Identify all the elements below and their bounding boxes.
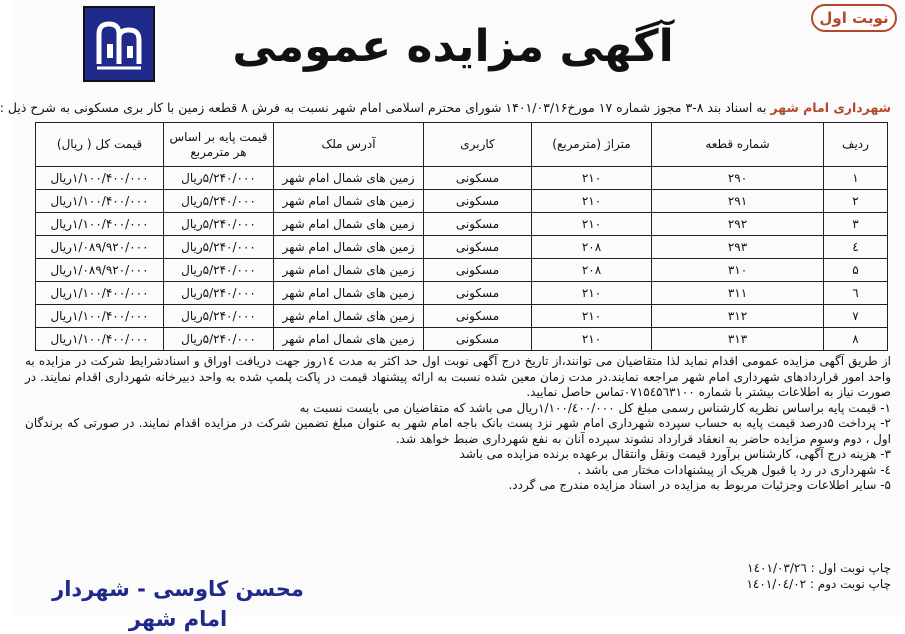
table-row [36, 328, 888, 351]
cell-unit-price: ۵/۲۴۰/۰۰۰ریال [164, 190, 274, 213]
condition-item: ۵- سایر اطلاعات وجزئیات مربوط به مزایده در اسناد مزایده مندرج می گردد. [508, 478, 891, 492]
col-header: شماره قطعه [652, 123, 824, 167]
cell-lot-number: ۲۹۰ [652, 167, 824, 190]
cell-unit-price: ۵/۲۴۰/۰۰۰ریال [164, 236, 274, 259]
cell-unit-price: ۵/۲۴۰/۰۰۰ریال [164, 259, 274, 282]
municipality-emblem-icon [85, 8, 153, 80]
table-row [36, 259, 888, 282]
cell-area: ۲۱۰ [532, 167, 652, 190]
cell-total-price: ۱/۰۸۹/۹۲۰/۰۰۰ریال [36, 259, 164, 282]
lots-table [35, 122, 888, 351]
table-row [36, 236, 888, 259]
cell-lot-number: ۲۹۱ [652, 190, 824, 213]
cell-address: زمین های شمال امام شهر [274, 305, 424, 328]
cell-area: ۲۱۰ [532, 190, 652, 213]
col-header: ردیف [824, 123, 888, 167]
cell-area: ۲۱۰ [532, 282, 652, 305]
table-row [36, 282, 888, 305]
cell-row-number: ۳ [824, 213, 888, 236]
cell-usage: مسکونی [424, 167, 532, 190]
condition-item: ۱- قیمت پایه براساس نظریه کارشناس رسمی مبلغ کل ۱/۱۰۰/٤۰۰/۰۰۰ریال می باشد که متقاضیان می بایست نسبت به [299, 400, 891, 415]
cell-address: زمین های شمال امام شهر [274, 213, 424, 236]
cell-lot-number: ۲۹۲ [652, 213, 824, 236]
cell-address: زمین های شمال امام شهر [274, 190, 424, 213]
signature: محسن کاوسی - شهردار امام شهر [52, 577, 304, 631]
cell-unit-price: ۵/۲۴۰/۰۰۰ریال [164, 282, 274, 305]
col-header: متراژ (مترمربع) [532, 123, 652, 167]
table-header-row [36, 123, 888, 167]
cell-total-price: ۱/۱۰۰/۴۰۰/۰۰۰ریال [36, 282, 164, 305]
cell-lot-number: ۳۱۱ [652, 282, 824, 305]
condition-item: ٤- شهرداری در رد یا قبول هریک از پیشنهادات مختار می باشد . [577, 462, 891, 477]
cell-row-number: ٤ [824, 236, 888, 259]
cell-total-price: ۱/۱۰۰/۴۰۰/۰۰۰ریال [36, 305, 164, 328]
col-header: کاربری [424, 123, 532, 167]
cell-unit-price: ۵/۲۴۰/۰۰۰ریال [164, 167, 274, 190]
intro-line [0, 98, 891, 118]
cell-row-number: ۲ [824, 190, 888, 213]
cell-row-number: ۸ [824, 328, 888, 351]
table-row [36, 190, 888, 213]
cell-area: ۲۱۰ [532, 305, 652, 328]
cell-usage: مسکونی [424, 328, 532, 351]
cell-area: ۲۱۰ [532, 213, 652, 236]
cell-unit-price: ۵/۲۴۰/۰۰۰ریال [164, 305, 274, 328]
print-date-first: چاپ نوبت اول : ۱٤۰۱/۰۳/۲٦ [747, 561, 891, 575]
col-header: قیمت کل ( ریال) [36, 123, 164, 167]
cell-total-price: ۱/۱۰۰/۴۰۰/۰۰۰ریال [36, 328, 164, 351]
cell-usage: مسکونی [424, 190, 532, 213]
cell-total-price: ۱/۱۰۰/۴۰۰/۰۰۰ریال [36, 213, 164, 236]
cell-lot-number: ۳۱۲ [652, 305, 824, 328]
cell-row-number: ۵ [824, 259, 888, 282]
condition-item: ۲- پرداخت ۵درصد قیمت پایه به حساب سپرده شهرداری امام شهر نزد پست بانک باجه امام شهر به عنوان مبلغ تضمین شرکت در مزایده اقدام نمایند. در صورتی که برندگان اول ، دوم وسوم مزایده حاضر به انعقاد قرارداد نشوند سپرده آنان به نفع شهرداری ضبط خواهد شد. [25, 416, 891, 446]
cell-usage: مسکونی [424, 305, 532, 328]
print-date-second: چاپ نوبت دوم : ۱٤۰۱/۰٤/۰۲ [746, 577, 891, 591]
intro-org: شهرداری امام شهر [770, 100, 891, 115]
cell-area: ۲۰۸ [532, 236, 652, 259]
table-row [36, 213, 888, 236]
cell-address: زمین های شمال امام شهر [274, 259, 424, 282]
cell-total-price: ۱/۱۰۰/۴۰۰/۰۰۰ریال [36, 190, 164, 213]
cell-row-number: ٦ [824, 282, 888, 305]
table-row [36, 305, 888, 328]
cell-total-price: ۱/۱۰۰/۴۰۰/۰۰۰ریال [36, 167, 164, 190]
intro-text: به اسناد بند ۸-۳ مجوز شماره ۱۷ مورخ۱۴۰۱/۰۳/۱۶ شورای محترم اسلامی امام شهر نسبت به فرش ۸ قطعه زمین با کار بری مسکونی به شرح ذیل : [0, 100, 771, 115]
cell-usage: مسکونی [424, 282, 532, 305]
cell-address: زمین های شمال امام شهر [274, 167, 424, 190]
cell-row-number: ۷ [824, 305, 888, 328]
cell-lot-number: ۲۹۳ [652, 236, 824, 259]
cell-usage: مسکونی [424, 259, 532, 282]
body-paragraph: از طریق آگهی مزایده عمومی اقدام نماید لذا متقاضیان می توانند،از تاریخ درج آگهی نوبت اول حد اکثر به مدت ۱٤روز جهت دریافت اوراق و اسنادشرایط شرکت در مزایده به واحد امور قراردادهای شهرداری امام شهر مراجعه نمایند.در مدت زمان معین شده نسبت به ارائه پیشنهاد قیمت در پاکت پلمپ شده به واحد دبیرخانه شهرداری اقدام نمایند. در صورت نیاز به اطلاعات بیشتر با شماره ۰۷۱۵٤۵٦۳۱۰۰تماس حاصل نمایید. [25, 354, 891, 399]
cell-usage: مسکونی [424, 236, 532, 259]
page-title: آگهی مزایده عمومی [232, 21, 674, 72]
cell-area: ۲۱۰ [532, 328, 652, 351]
edition-badge: نوبت اول [811, 4, 897, 32]
cell-address: زمین های شمال امام شهر [274, 236, 424, 259]
cell-lot-number: ۳۱۳ [652, 328, 824, 351]
col-header: قیمت پایه بر اساس هر مترمربع [164, 123, 274, 167]
print-dates [591, 560, 891, 610]
cell-total-price: ۱/۰۸۹/۹۲۰/۰۰۰ریال [36, 236, 164, 259]
cell-row-number: ۱ [824, 167, 888, 190]
cell-lot-number: ۳۱۰ [652, 259, 824, 282]
table-row [36, 167, 888, 190]
cell-address: زمین های شمال امام شهر [274, 282, 424, 305]
cell-area: ۲۰۸ [532, 259, 652, 282]
col-header: آدرس ملک [274, 123, 424, 167]
cell-unit-price: ۵/۲۴۰/۰۰۰ریال [164, 328, 274, 351]
cell-address: زمین های شمال امام شهر [274, 328, 424, 351]
notice-body [25, 354, 891, 560]
cell-usage: مسکونی [424, 213, 532, 236]
municipality-logo [83, 6, 155, 82]
cell-unit-price: ۵/۲۴۰/۰۰۰ریال [164, 213, 274, 236]
condition-item: ۳- هزینه درج آگهی، کارشناس برآورد قیمت ونقل وانتقال برعهده برنده مزایده می باشد [459, 447, 891, 461]
